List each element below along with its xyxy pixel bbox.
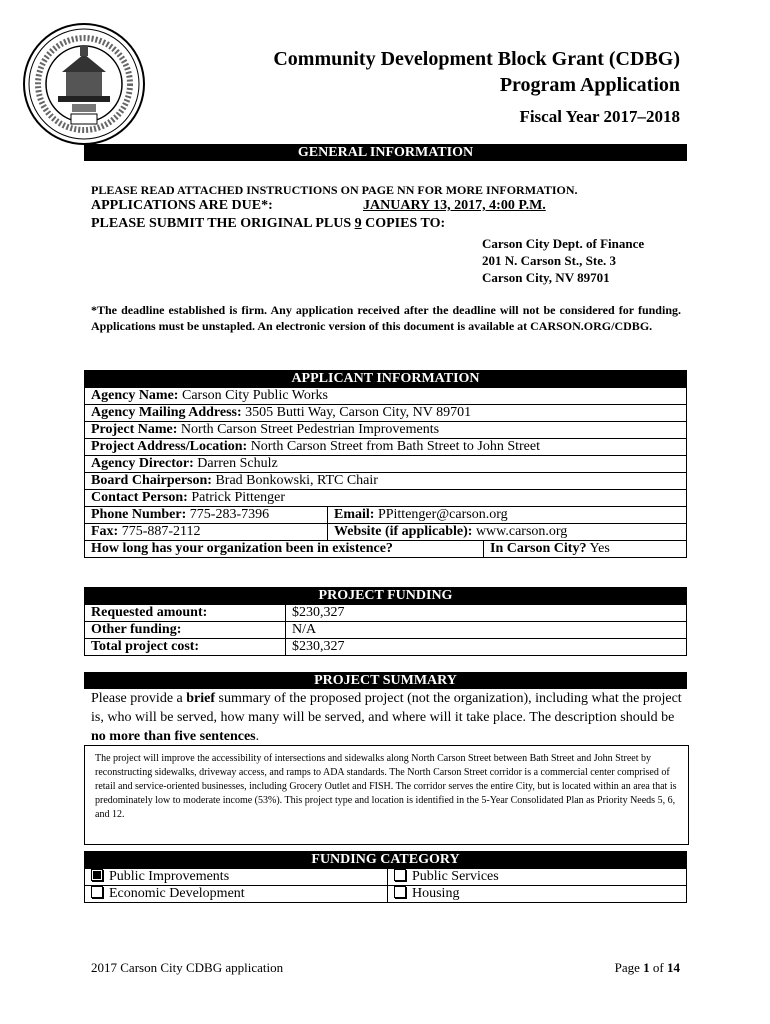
address-line: 201 N. Carson St., Ste. 3	[482, 253, 616, 268]
fiscal-year: Fiscal Year 2017–2018	[519, 107, 680, 126]
instructions-notice: PLEASE READ ATTACHED INSTRUCTIONS ON PAGE NN FOR MORE INFORMATION.	[91, 183, 578, 197]
project-location-value[interactable]: North Carson Street from Bath Street to John Street	[247, 439, 540, 454]
field-label: Other funding:	[85, 622, 286, 639]
table-row	[85, 405, 687, 422]
project-summary-header: PROJECT SUMMARY	[84, 672, 687, 689]
intro-text: Please provide a	[91, 691, 187, 706]
summary-instructions	[91, 689, 686, 746]
field-label: Requested amount:	[85, 605, 286, 622]
deadline-note: *The deadline established is firm. Any application received after the deadline will not be considered for funding. Applications must be unstapled. An electronic version of this document is available at CARSON.ORG/CDBG.	[91, 303, 681, 333]
applicant-information-header: APPLICANT INFORMATION	[85, 371, 687, 388]
table-row	[85, 473, 687, 490]
project-funding-table	[84, 587, 687, 656]
submit-line	[91, 216, 445, 232]
city-seal-icon	[22, 22, 146, 146]
email-value[interactable]: PPittenger@carson.org	[374, 507, 508, 522]
title-line-2: Program Application	[499, 74, 680, 96]
submit-prefix: PLEASE SUBMIT THE ORIGINAL PLUS	[91, 216, 355, 231]
page-current: 1	[643, 960, 650, 975]
public-services-checkbox[interactable]	[394, 869, 406, 881]
housing-checkbox[interactable]	[394, 886, 406, 898]
page-number	[615, 960, 680, 976]
due-label: APPLICATIONS ARE DUE*:	[91, 198, 273, 213]
project-name-value[interactable]: North Carson Street Pedestrian Improvements	[177, 422, 440, 437]
requested-amount-value[interactable]: $230,327	[286, 605, 687, 622]
footer-title: 2017 Carson City CDBG application	[91, 960, 284, 975]
existence-question: How long has your organization been in existence?	[85, 541, 484, 558]
title-line-1: Community Development Block Grant (CDBG)	[273, 48, 680, 70]
table-row	[85, 456, 687, 473]
project-funding-header: PROJECT FUNDING	[85, 588, 687, 605]
address-line: Carson City Dept. of Finance	[482, 236, 645, 251]
field-label: Fax:	[91, 524, 119, 539]
due-line	[91, 198, 681, 214]
page-total: 14	[667, 960, 680, 975]
table-row	[85, 541, 687, 558]
field-label: Board Chairperson:	[91, 473, 212, 488]
page-mid: of	[649, 960, 667, 975]
applicant-information-table	[84, 370, 687, 558]
submit-count: 9	[354, 216, 362, 231]
in-carson-city-value[interactable]: Yes	[586, 541, 610, 556]
other-funding-value[interactable]: N/A	[286, 622, 687, 639]
table-row	[85, 622, 687, 639]
field-label: Website (if applicable):	[334, 524, 473, 539]
due-date: JANUARY 13, 2017, 4:00 P.M.	[363, 198, 546, 213]
checkbox-label: Public Services	[412, 869, 499, 884]
checkbox-label: Housing	[412, 886, 460, 901]
field-label: Agency Mailing Address:	[91, 405, 242, 420]
public-improvements-checkbox[interactable]	[91, 869, 103, 881]
field-label: In Carson City?	[490, 541, 587, 556]
contact-person-value[interactable]: Patrick Pittenger	[187, 490, 286, 505]
table-row	[85, 524, 687, 541]
table-row	[85, 388, 687, 405]
checkbox-label: Economic Development	[109, 886, 245, 901]
table-row	[85, 639, 687, 656]
agency-director-value[interactable]: Darren Schulz	[193, 456, 278, 471]
field-label: Agency Director:	[91, 456, 194, 471]
intro-text: brief	[186, 691, 216, 706]
phone-value[interactable]: 775-283-7396	[186, 507, 270, 522]
field-label: Contact Person:	[91, 490, 188, 505]
address-line: Carson City, NV 89701	[482, 270, 610, 285]
board-chair-value[interactable]: Brad Bonkowski, RTC Chair	[211, 473, 378, 488]
submission-address	[482, 235, 644, 286]
checkbox-label: Public Improvements	[109, 869, 230, 884]
intro-text: no more than five sentences	[91, 729, 256, 744]
website-value[interactable]: www.carson.org	[472, 524, 568, 539]
funding-category-table	[84, 851, 687, 903]
table-row	[85, 490, 687, 507]
summary-text-field[interactable]: The project will improve the accessibility of intersections and sidewalks along North Carson Street between Bath Street and John Street by reconstructing sidewalks, driveway access, and ramps to ADA standards. The North Carson Street corridor is a commercial center comprised of retail and service-oriented businesses, including Grocery Outlet and FISH. The corridor serves the entire City, but is located within an area that is predominately low to moderate income (53%). This project type and location is identified in the 5-Year Consolidated Plan as Priority Needs 5, 6, and 12.	[84, 745, 689, 845]
table-row	[85, 507, 687, 524]
intro-text: .	[255, 729, 260, 744]
table-row	[85, 605, 687, 622]
submit-suffix: COPIES TO:	[361, 216, 446, 231]
funding-category-header: FUNDING CATEGORY	[85, 852, 687, 869]
table-row	[85, 439, 687, 456]
field-label: Email:	[334, 507, 375, 522]
economic-development-checkbox[interactable]	[91, 886, 103, 898]
general-information-header: GENERAL INFORMATION	[84, 144, 687, 161]
table-row	[85, 886, 687, 903]
field-label: Project Name:	[91, 422, 178, 437]
field-label: Phone Number:	[91, 507, 187, 522]
field-label: Agency Name:	[91, 388, 179, 403]
document-title	[273, 46, 680, 130]
field-label: Total project cost:	[85, 639, 286, 656]
agency-name-value[interactable]: Carson City Public Works	[178, 388, 328, 403]
table-row	[85, 869, 687, 886]
table-row	[85, 422, 687, 439]
page-prefix: Page	[614, 960, 644, 975]
field-label: Project Address/Location:	[91, 439, 248, 454]
intro-text: summary of the proposed project (not the organization), including what the project is, who will be served, how many will be served, and where will it take place. The description should be	[91, 691, 682, 725]
mailing-address-value[interactable]: 3505 Butti Way, Carson City, NV 89701	[241, 405, 472, 420]
total-cost-value[interactable]: $230,327	[286, 639, 687, 656]
fax-value[interactable]: 775-887-2112	[118, 524, 201, 539]
